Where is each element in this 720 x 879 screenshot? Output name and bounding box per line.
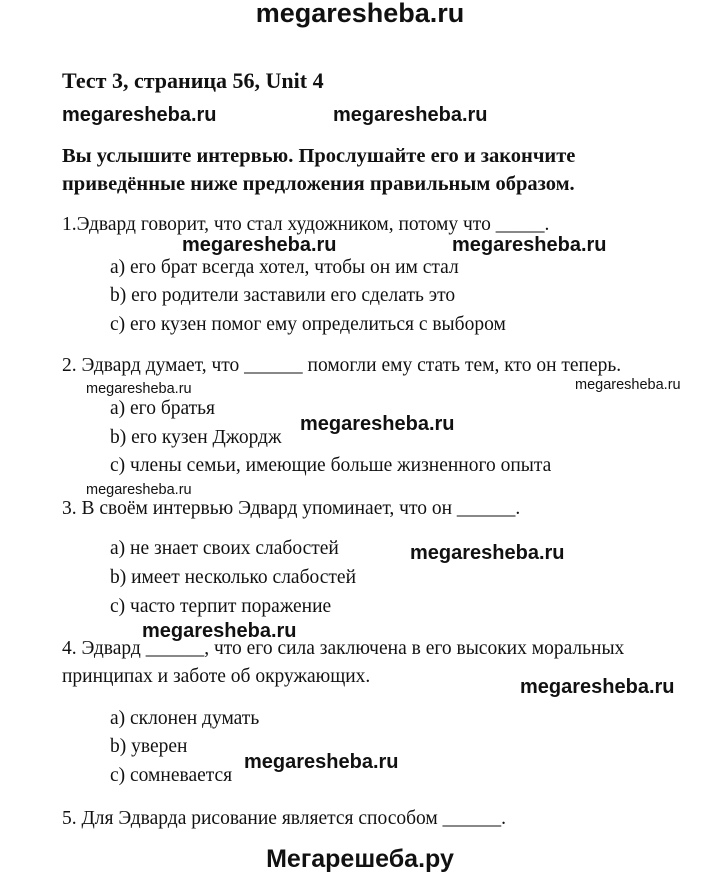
watermark: megaresheba.ru [333, 104, 488, 126]
watermark: megaresheba.ru [575, 377, 681, 393]
question-3: 3. В своём интервью Эдвард упоминает, что он ______. [62, 498, 521, 519]
site-footer[interactable]: Мегарешеба.ру [266, 845, 454, 873]
question-4-line-2: принципах и заботе об окружающих. [62, 666, 371, 687]
question-2-option-b: b) его кузен Джордж [110, 427, 282, 448]
watermark: megaresheba.ru [300, 413, 455, 435]
question-2-option-a: a) его братья [110, 398, 216, 419]
question-4-line-1: 4. Эдвард ______, что его сила заключена в его высоких моральных [62, 638, 625, 659]
question-3-option-a: a) не знает своих слабостей [110, 538, 339, 559]
watermark: megaresheba.ru [62, 104, 217, 126]
watermark: megaresheba.ru [244, 751, 399, 773]
question-1: 1.Эдвард говорит, что стал художником, потому что _____. [62, 214, 550, 235]
question-4-option-b: b) уверен [110, 736, 188, 757]
watermark: megaresheba.ru [520, 676, 675, 698]
watermark: megaresheba.ru [452, 234, 607, 256]
instruction-line-2: приведённые ниже предложения правильным образом. [62, 173, 575, 195]
watermark: megaresheba.ru [410, 542, 565, 564]
watermark: megaresheba.ru [86, 381, 192, 397]
question-1-option-a: a) его брат всегда хотел, чтобы он им стал [110, 257, 459, 278]
page-title: Тест 3, страница 56, Unit 4 [62, 68, 324, 93]
question-4-option-a: a) склонен думать [110, 708, 260, 729]
question-4-option-c: c) сомневается [110, 765, 233, 786]
question-2: 2. Эдвард думает, что ______ помогли ему стать тем, кто он теперь. [62, 355, 622, 376]
question-5: 5. Для Эдварда рисование является способом ______. [62, 808, 506, 829]
question-3-option-b: b) имеет несколько слабостей [110, 567, 357, 588]
question-2-option-c: c) члены семьи, имеющие больше жизненного опыта [110, 455, 552, 476]
watermark: megaresheba.ru [86, 482, 192, 498]
watermark: megaresheba.ru [182, 234, 337, 256]
instruction-line-1: Вы услышите интервью. Прослушайте его и закончите [62, 145, 576, 167]
question-3-option-c: c) часто терпит поражение [110, 596, 332, 617]
question-1-option-c: c) его кузен помог ему определиться с выбором [110, 314, 506, 335]
question-1-option-b: b) его родители заставили его сделать это [110, 285, 456, 306]
watermark: megaresheba.ru [142, 620, 297, 642]
site-header[interactable]: megaresheba.ru [255, 0, 465, 28]
